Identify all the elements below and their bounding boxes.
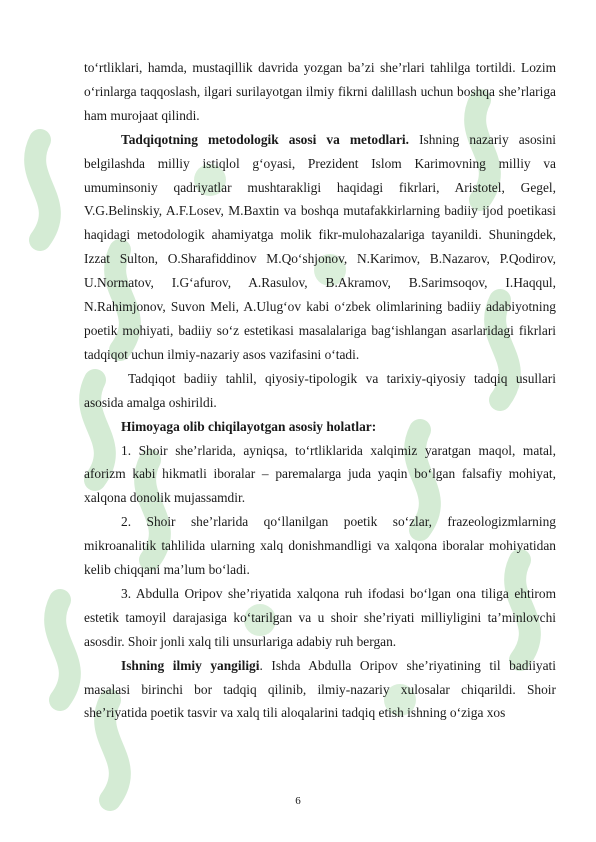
- page-number: 6: [295, 795, 301, 807]
- paragraph-point-1: 1. Shoir she’rlarida, ayniqsa, to‘rtliklarida xalqimiz yaratgan maqol, matal, aforizm kabi hikmatli iboralar – paremalarga juda yaqin bo‘lgan falsafiy mohiyat, xalqona donolik mujassamdir.: [84, 442, 556, 506]
- paragraph-methodology: Tadqiqotning metodologik asosi va metodlari. Ishning nazariy asosini belgilashda milliy istiqlol g‘oyasi, Prezident Islom Karimovning milliy va umuminsoniy qadriyatlar mushtarakligi haqidagi fikrlari, Aristotel, Gegel, V.G.Belinskiy, A.F.Losev, M.Baxtin va boshqa mutafakkirlarning badiiy ijod poetikasi haqidagi metodologik ahamiyatga molik fikr-mulohazalariga tayanildi. Shuningdek, Izzat Sulton, O.Sharafiddinov M.Qo‘shjonov, N.Karimov, B.Nazarov, P.Qodirov, U.Normatov, I.G‘afurov, A.Rasulov, B.Akramov, B.Sarimsoqov, I.Haqqul, N.Rahimjonov, Suvon Meli, A.Ulug‘ov kabi o‘zbek olimlarining badiiy adabiyotning poetik mohiyati, badiiy so‘z estetikasi masalalariga bag‘ishlangan asarlaridagi fikrlari tadqiqot uchun ilmiy-nazariy asos vazifasini o‘tadi.: [84, 131, 556, 362]
- heading-methodology: Tadqiqotning metodologik asosi va metodlari.: [121, 131, 409, 147]
- paragraph-intro: to‘rtliklari, hamda, mustaqillik davrida yozgan ba’zi she’rlari tahlilga tortildi. Lozim o‘rinlarga taqqoslash, ilgari surilayotgan ilmiy fikrni dalillash uchun boshqa she’rlariga ham murojaat qilindi.: [84, 60, 556, 123]
- paragraph-novelty: Ishning ilmiy yangiligi. Ishda Abdulla Oripov she’riyatining til badiiyati masalasi birinchi bor tadqiq qilinib, ilmiy-nazariy xulosalar chiqarildi. Shoir she’riyatida poetik tasvir va xalq tili aloqalarini tadqiq etish ishning o‘ziga xos: [84, 657, 556, 721]
- document-body: [84, 56, 556, 725]
- paragraph-defense-heading: [84, 415, 556, 439]
- paragraph-point-2: 2. Shoir she’rlarida qo‘llanilgan poetik so‘zlar, frazeologizmlarning mikroanalitik tahlilida ularning xalq donishmandligi va xalqona iboralar mohiyatidan kelib chiqqani ma’lum bo‘ladi.: [84, 514, 556, 578]
- heading-defense: Himoyaga olib chiqilayotgan asosiy holatlar:: [121, 418, 377, 434]
- heading-novelty: Ishning ilmiy yangiligi: [121, 657, 260, 673]
- paragraph-methods: Tadqiqot badiiy tahlil, qiyosiy-tipologik va tarixiy-qiyosiy tadqiq usullari asosida amalga oshirildi.: [84, 370, 556, 410]
- paragraph-point-3: 3. Abdulla Oripov she’riyatida xalqona ruh ifodasi bo‘lgan ona tiliga ehtirom estetik tamoyil darajasiga ko‘tarilgan va u shoir she’riyati milliyligini ta’minlovchi asosdir. Shoir jonli xalq tili unsurlariga adabiy ruh bergan.: [84, 585, 556, 649]
